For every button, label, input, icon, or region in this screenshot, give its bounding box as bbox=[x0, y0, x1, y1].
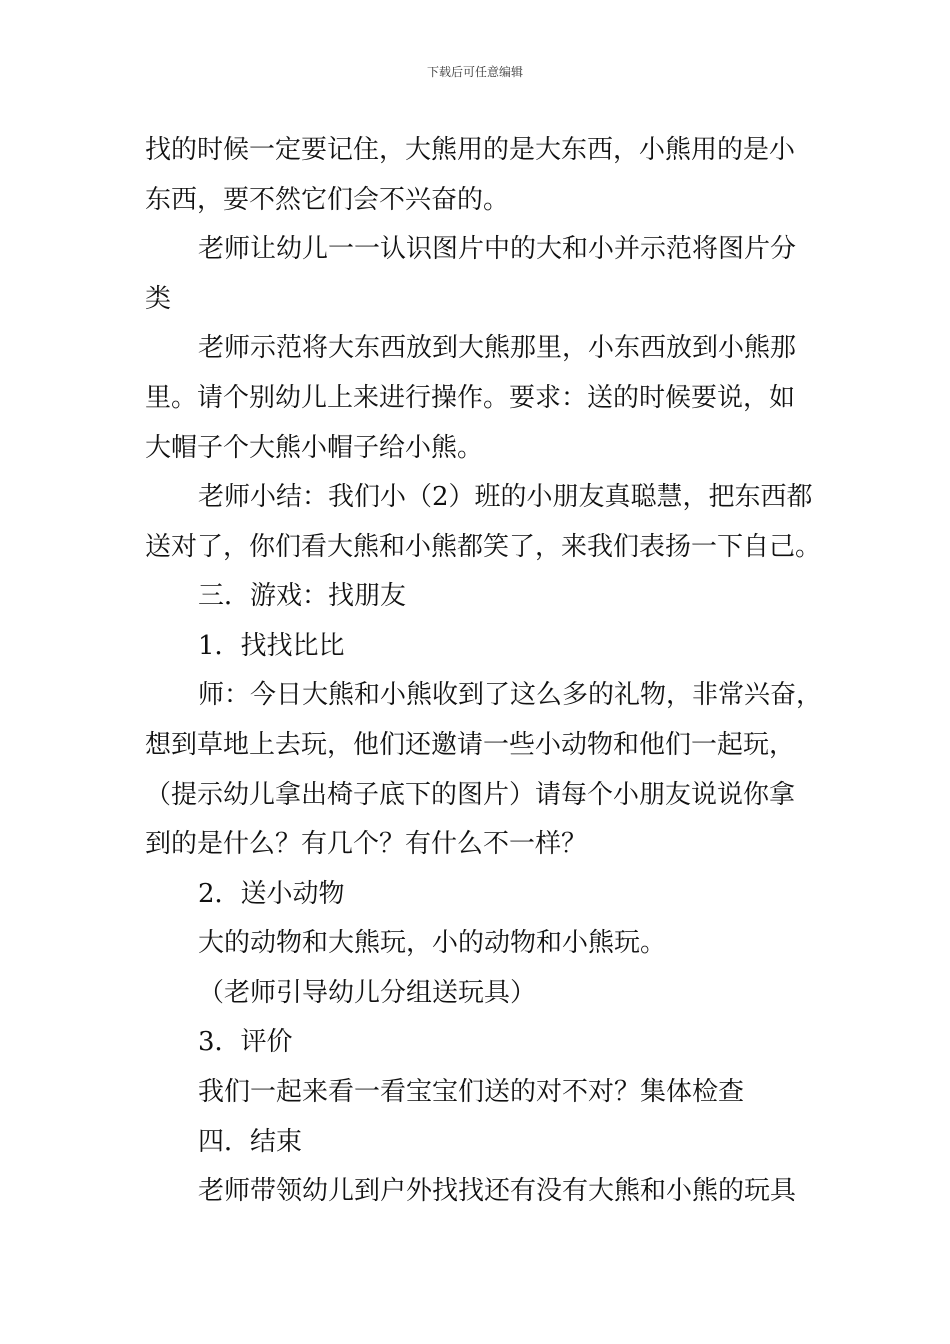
subsection-heading: 1．找找比比 bbox=[198, 631, 345, 661]
text-line: 老师示范将大东西放到大熊那里，小东西放到小熊那 bbox=[198, 333, 797, 363]
text-line: 老师让幼儿一一认识图片中的大和小并示范将图片分 bbox=[198, 234, 797, 264]
subsection-heading: 2．送小动物 bbox=[198, 879, 345, 909]
text-line: 大帽子个大熊小帽子给小熊。 bbox=[145, 433, 484, 463]
text-line: 送对了，你们看大熊和小熊都笑了，来我们表扬一下自己。 bbox=[145, 532, 822, 562]
text-line: 找的时候一定要记住，大熊用的是大东西，小熊用的是小 bbox=[145, 135, 796, 165]
text-line: 老师小结：我们小（2）班的小朋友真聪慧，把东西都 bbox=[198, 482, 813, 512]
text-line: （老师引导幼儿分组送玩具） bbox=[198, 978, 537, 1008]
text-line: 想到草地上去玩，他们还邀请一些小动物和他们一起玩， bbox=[145, 730, 796, 760]
text-line: 到的是什么？有几个？有什么不一样？ bbox=[145, 829, 588, 859]
text-line: 里。请个别幼儿上来进行操作。要求：送的时候要说，如 bbox=[145, 383, 796, 413]
text-line: 我们一起来看一看宝宝们送的对不对？集体检查 bbox=[198, 1077, 745, 1107]
page-header: 下载后可任意编辑 bbox=[426, 65, 523, 79]
section-heading: 三．游戏：找朋友 bbox=[198, 581, 407, 611]
text-line: 东西，要不然它们会不兴奋的。 bbox=[145, 185, 510, 215]
subsection-heading: 3．评价 bbox=[198, 1027, 293, 1057]
text-line: 师：今日大熊和小熊收到了这么多的礼物，非常兴奋， bbox=[198, 680, 823, 710]
section-heading: 四．结束 bbox=[198, 1127, 303, 1157]
text-line: 大的动物和大熊玩，小的动物和小熊玩。 bbox=[198, 928, 667, 958]
text-line: 老师带领幼儿到户外找找还有没有大熊和小熊的玩具 bbox=[198, 1176, 797, 1206]
text-line: （提示幼儿拿出椅子底下的图片）请每个小朋友说说你拿 bbox=[145, 780, 796, 810]
text-line: 类 bbox=[145, 284, 172, 314]
